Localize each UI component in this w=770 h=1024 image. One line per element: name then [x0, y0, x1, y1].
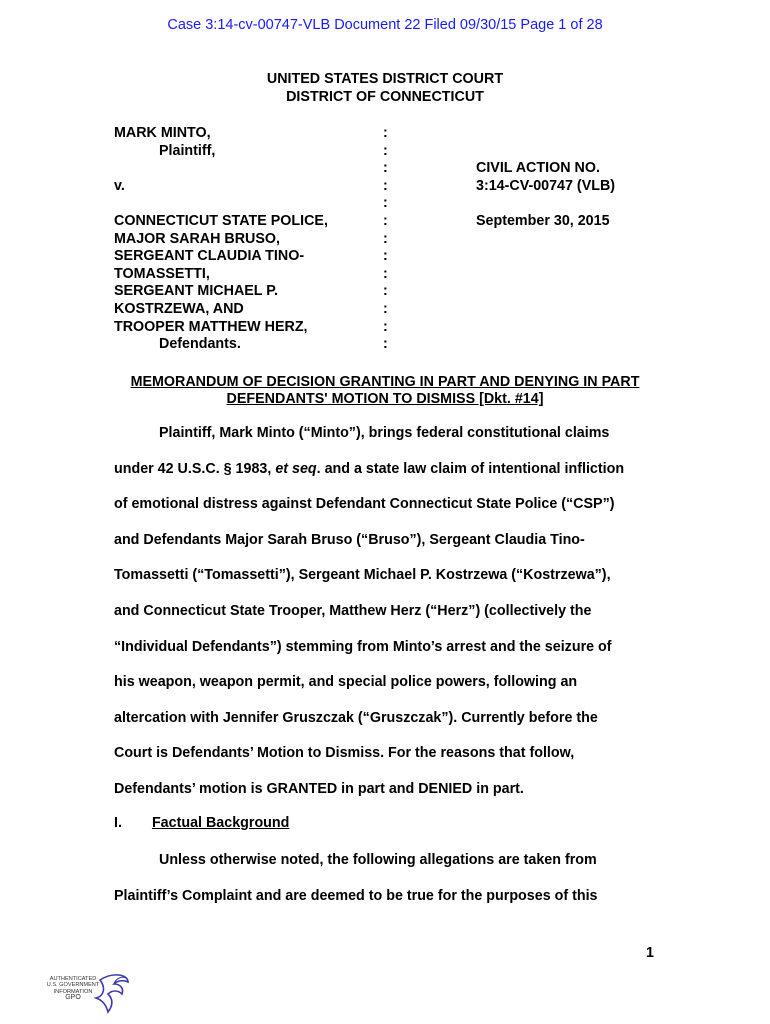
civil-action	[476, 160, 615, 195]
colon: :	[383, 336, 388, 353]
body-line	[114, 452, 674, 488]
caption-colons	[383, 125, 388, 354]
caption-blank	[114, 160, 328, 178]
colon: :	[383, 230, 388, 247]
body-line: and Defendants Major Sarah Bruso (“Bruso”), Sergeant Claudia Tino-	[114, 531, 585, 548]
body-line: and Connecticut State Trooper, Matthew Herz (“Herz”) (collectively the	[114, 602, 592, 619]
plaintiff-label: Plaintiff,	[159, 142, 216, 159]
body-line: Tomassetti (“Tomassetti”), Sergeant Michael P. Kostrzewa (“Kostrzewa”),	[114, 567, 611, 584]
colon: :	[383, 300, 388, 317]
decision-date: September 30, 2015	[476, 213, 610, 229]
colon: :	[383, 283, 388, 300]
civil-action-label: CIVIL ACTION NO.	[476, 160, 600, 176]
gpo-seal	[42, 972, 132, 1018]
defendant-line: SERGEANT CLAUDIA TINO-	[114, 248, 305, 265]
body-paragraph-2	[114, 843, 674, 914]
title-line-2: DEFENDANTS' MOTION TO DISMISS [Dkt. #14]	[226, 391, 544, 407]
defendant-line: MAJOR SARAH BRUSO,	[114, 230, 281, 247]
defendants-label: Defendants.	[159, 336, 241, 353]
italic-text: et seq	[275, 460, 317, 477]
versus: v.	[114, 177, 125, 194]
body-text: under 42 U.S.C. § 1983,	[114, 460, 276, 477]
body-line: his weapon, weapon permit, and special police powers, following an	[114, 674, 578, 691]
gpo-eagle-icon	[94, 972, 134, 1018]
gpo-seal-text: AUTHENTICATED U.S. GOVERNMENT INFORMATION GPO	[46, 976, 100, 1002]
body-line: Court is Defendants’ Motion to Dismiss. For the reasons that follow,	[114, 745, 575, 762]
plaintiff-name: MARK MINTO,	[114, 125, 211, 141]
caption-blank	[114, 195, 328, 213]
body-line: of emotional distress against Defendant Connecticut State Police (“CSP”)	[114, 496, 615, 513]
body-line: Unless otherwise noted, the following allegations are taken from	[159, 852, 597, 868]
defendant-line: CONNECTICUT STATE POLICE,	[114, 212, 328, 229]
caption-parties	[114, 125, 328, 354]
colon: :	[383, 248, 388, 265]
colon: :	[383, 318, 388, 335]
court-name	[0, 70, 770, 106]
colon: :	[383, 177, 388, 194]
colon: :	[383, 265, 388, 282]
title-line-1: MEMORANDUM OF DECISION GRANTING IN PART AND DENYING IN PART	[130, 374, 640, 390]
body-line: “Individual Defendants”) stemming from Minto’s arrest and the seizure of	[114, 638, 612, 655]
colon: :	[383, 160, 388, 177]
body-line: Plaintiff, Mark Minto (“Minto”), brings federal constitutional claims	[159, 425, 610, 441]
body-text: . and a state law claim of intentional infliction	[316, 460, 625, 477]
body-line: Defendants’ motion is GRANTED in part and DENIED in part.	[114, 780, 524, 797]
defendant-line: KOSTRZEWA, AND	[114, 300, 244, 317]
body-line: altercation with Jennifer Gruszczak (“Gruszczak”). Currently before the	[114, 709, 598, 726]
colon: :	[383, 195, 388, 212]
colon: :	[383, 125, 388, 141]
defendant-line: SERGEANT MICHAEL P.	[114, 283, 278, 300]
section-heading	[114, 815, 289, 831]
civil-action-number: 3:14-CV-00747 (VLB)	[476, 177, 616, 194]
section-number: I.	[114, 815, 122, 831]
body-paragraph	[114, 416, 674, 808]
page-number: 1	[646, 945, 654, 961]
section-title: Factual Background	[151, 815, 290, 831]
case-header: Case 3:14-cv-00747-VLB Document 22 Filed 09/30/15 Page 1 of 28	[167, 17, 603, 33]
court-line-1: UNITED STATES DISTRICT COURT	[266, 71, 504, 87]
court-line-2: DISTRICT OF CONNECTICUT	[286, 89, 484, 105]
defendant-line: TROOPER MATTHEW HERZ,	[114, 318, 308, 335]
colon: :	[383, 142, 388, 159]
document-title	[0, 374, 770, 408]
body-line: Plaintiff’s Complaint and are deemed to be true for the purposes of this	[114, 887, 598, 904]
defendant-line: TOMASSETTI,	[114, 265, 210, 282]
colon: :	[383, 212, 388, 229]
